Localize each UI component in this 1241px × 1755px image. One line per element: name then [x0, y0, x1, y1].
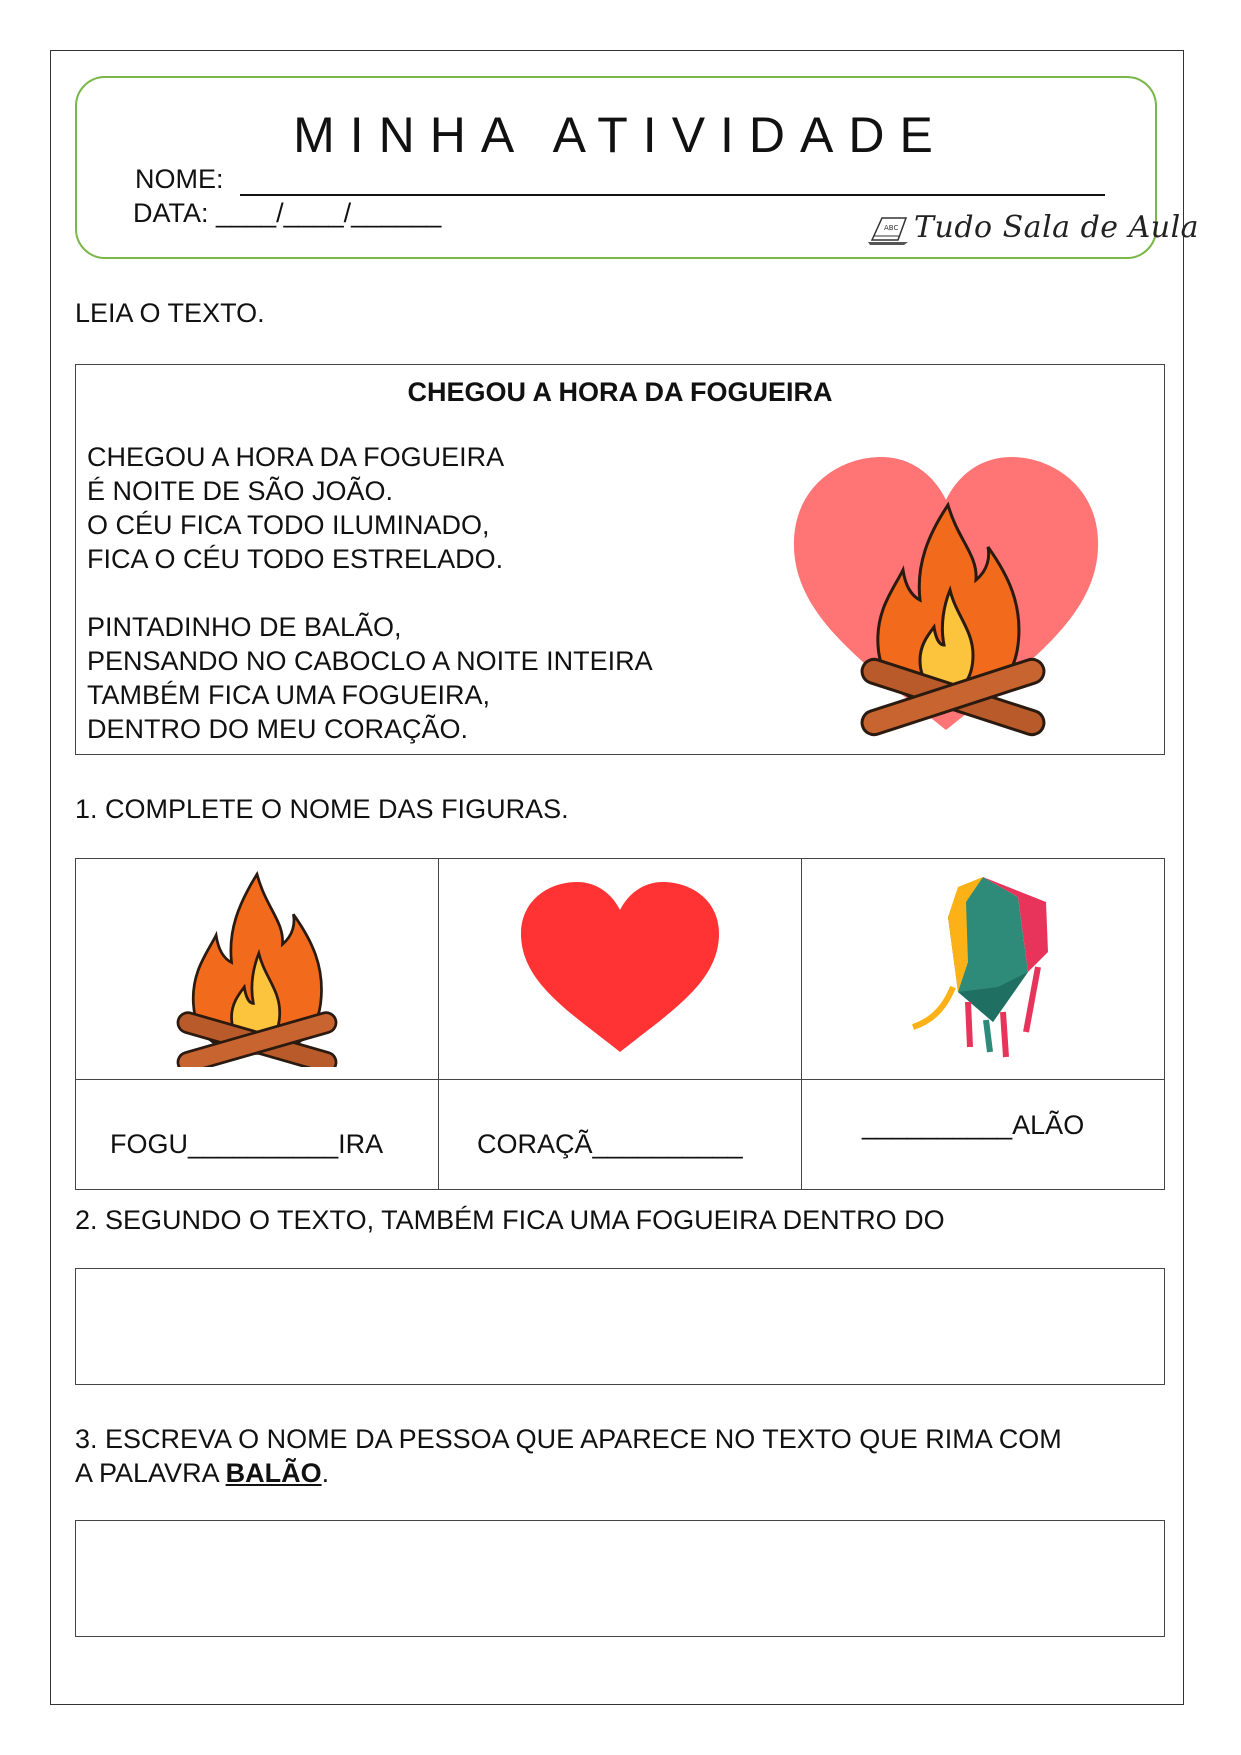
question-3-emphasis: BALÃO [225, 1458, 322, 1488]
answer-box-3[interactable] [75, 1520, 1165, 1637]
poem-stanza-1 [87, 440, 504, 576]
date-label: DATA: [133, 198, 209, 228]
poem-title: CHEGOU A HORA DA FOGUEIRA [407, 377, 833, 407]
poem-line: É NOITE DE SÃO JOÃO. [87, 476, 394, 506]
question-3-prefix: A PALAVRA [75, 1458, 226, 1488]
date-blanks: ____/____/______ [216, 198, 442, 228]
paper-lantern-icon [898, 872, 1068, 1062]
figure-cell [802, 859, 1165, 1080]
poem-line: PINTADINHO DE BALÃO, [87, 612, 402, 642]
word-blank-coracao[interactable]: CORAÇÃ__________ [439, 1080, 802, 1190]
poem-stanza-2 [87, 610, 653, 746]
poem-line: CHEGOU A HORA DA FOGUEIRA [87, 442, 505, 472]
logo [868, 206, 1200, 256]
laptop-book-icon [868, 212, 912, 246]
poem-line: FICA O CÉU TODO ESTRELADO. [87, 544, 504, 574]
figures-table [75, 858, 1165, 1190]
logo-text: Tudo Sala de Aula [914, 210, 1200, 245]
question-2: 2. SEGUNDO O TEXTO, TAMBÉM FICA UMA FOGUEIRA DENTRO DO [75, 1205, 945, 1235]
answer-box-2[interactable] [75, 1268, 1165, 1385]
question-3-line-1: 3. ESCREVA O NOME DA PESSOA QUE APARECE NO TEXTO QUE RIMA COM [75, 1424, 1062, 1454]
figure-cell [439, 859, 802, 1080]
name-label: NOME: [135, 164, 224, 194]
word-blank-fogueira[interactable]: FOGU__________IRA [76, 1080, 439, 1190]
poem-line: PENSANDO NO CABOCLO A NOITE INTEIRA [87, 646, 653, 676]
name-field[interactable] [240, 194, 1105, 196]
question-3-line-2 [75, 1456, 1062, 1490]
question-3 [75, 1422, 1062, 1490]
poem-line: O CÉU FICA TODO ILUMINADO, [87, 510, 490, 540]
svg-text:ABC: ABC [884, 224, 899, 232]
date-field[interactable] [133, 198, 441, 229]
heart-bonfire-illustration [786, 445, 1106, 745]
poem-line: TAMBÉM FICA UMA FOGUEIRA, [87, 680, 491, 710]
bonfire-icon [157, 867, 357, 1067]
page-title: MINHA ATIVIDADE [293, 107, 948, 163]
figure-cell [76, 859, 439, 1080]
heart-icon [515, 877, 725, 1057]
question-3-suffix: . [321, 1458, 330, 1488]
poem-box [75, 364, 1165, 755]
word-blank-balao[interactable]: __________ALÃO [802, 1080, 1165, 1190]
instruction: LEIA O TEXTO. [75, 298, 265, 328]
poem-line: DENTRO DO MEU CORAÇÃO. [87, 714, 469, 744]
question-1: 1. COMPLETE O NOME DAS FIGURAS. [75, 794, 569, 824]
